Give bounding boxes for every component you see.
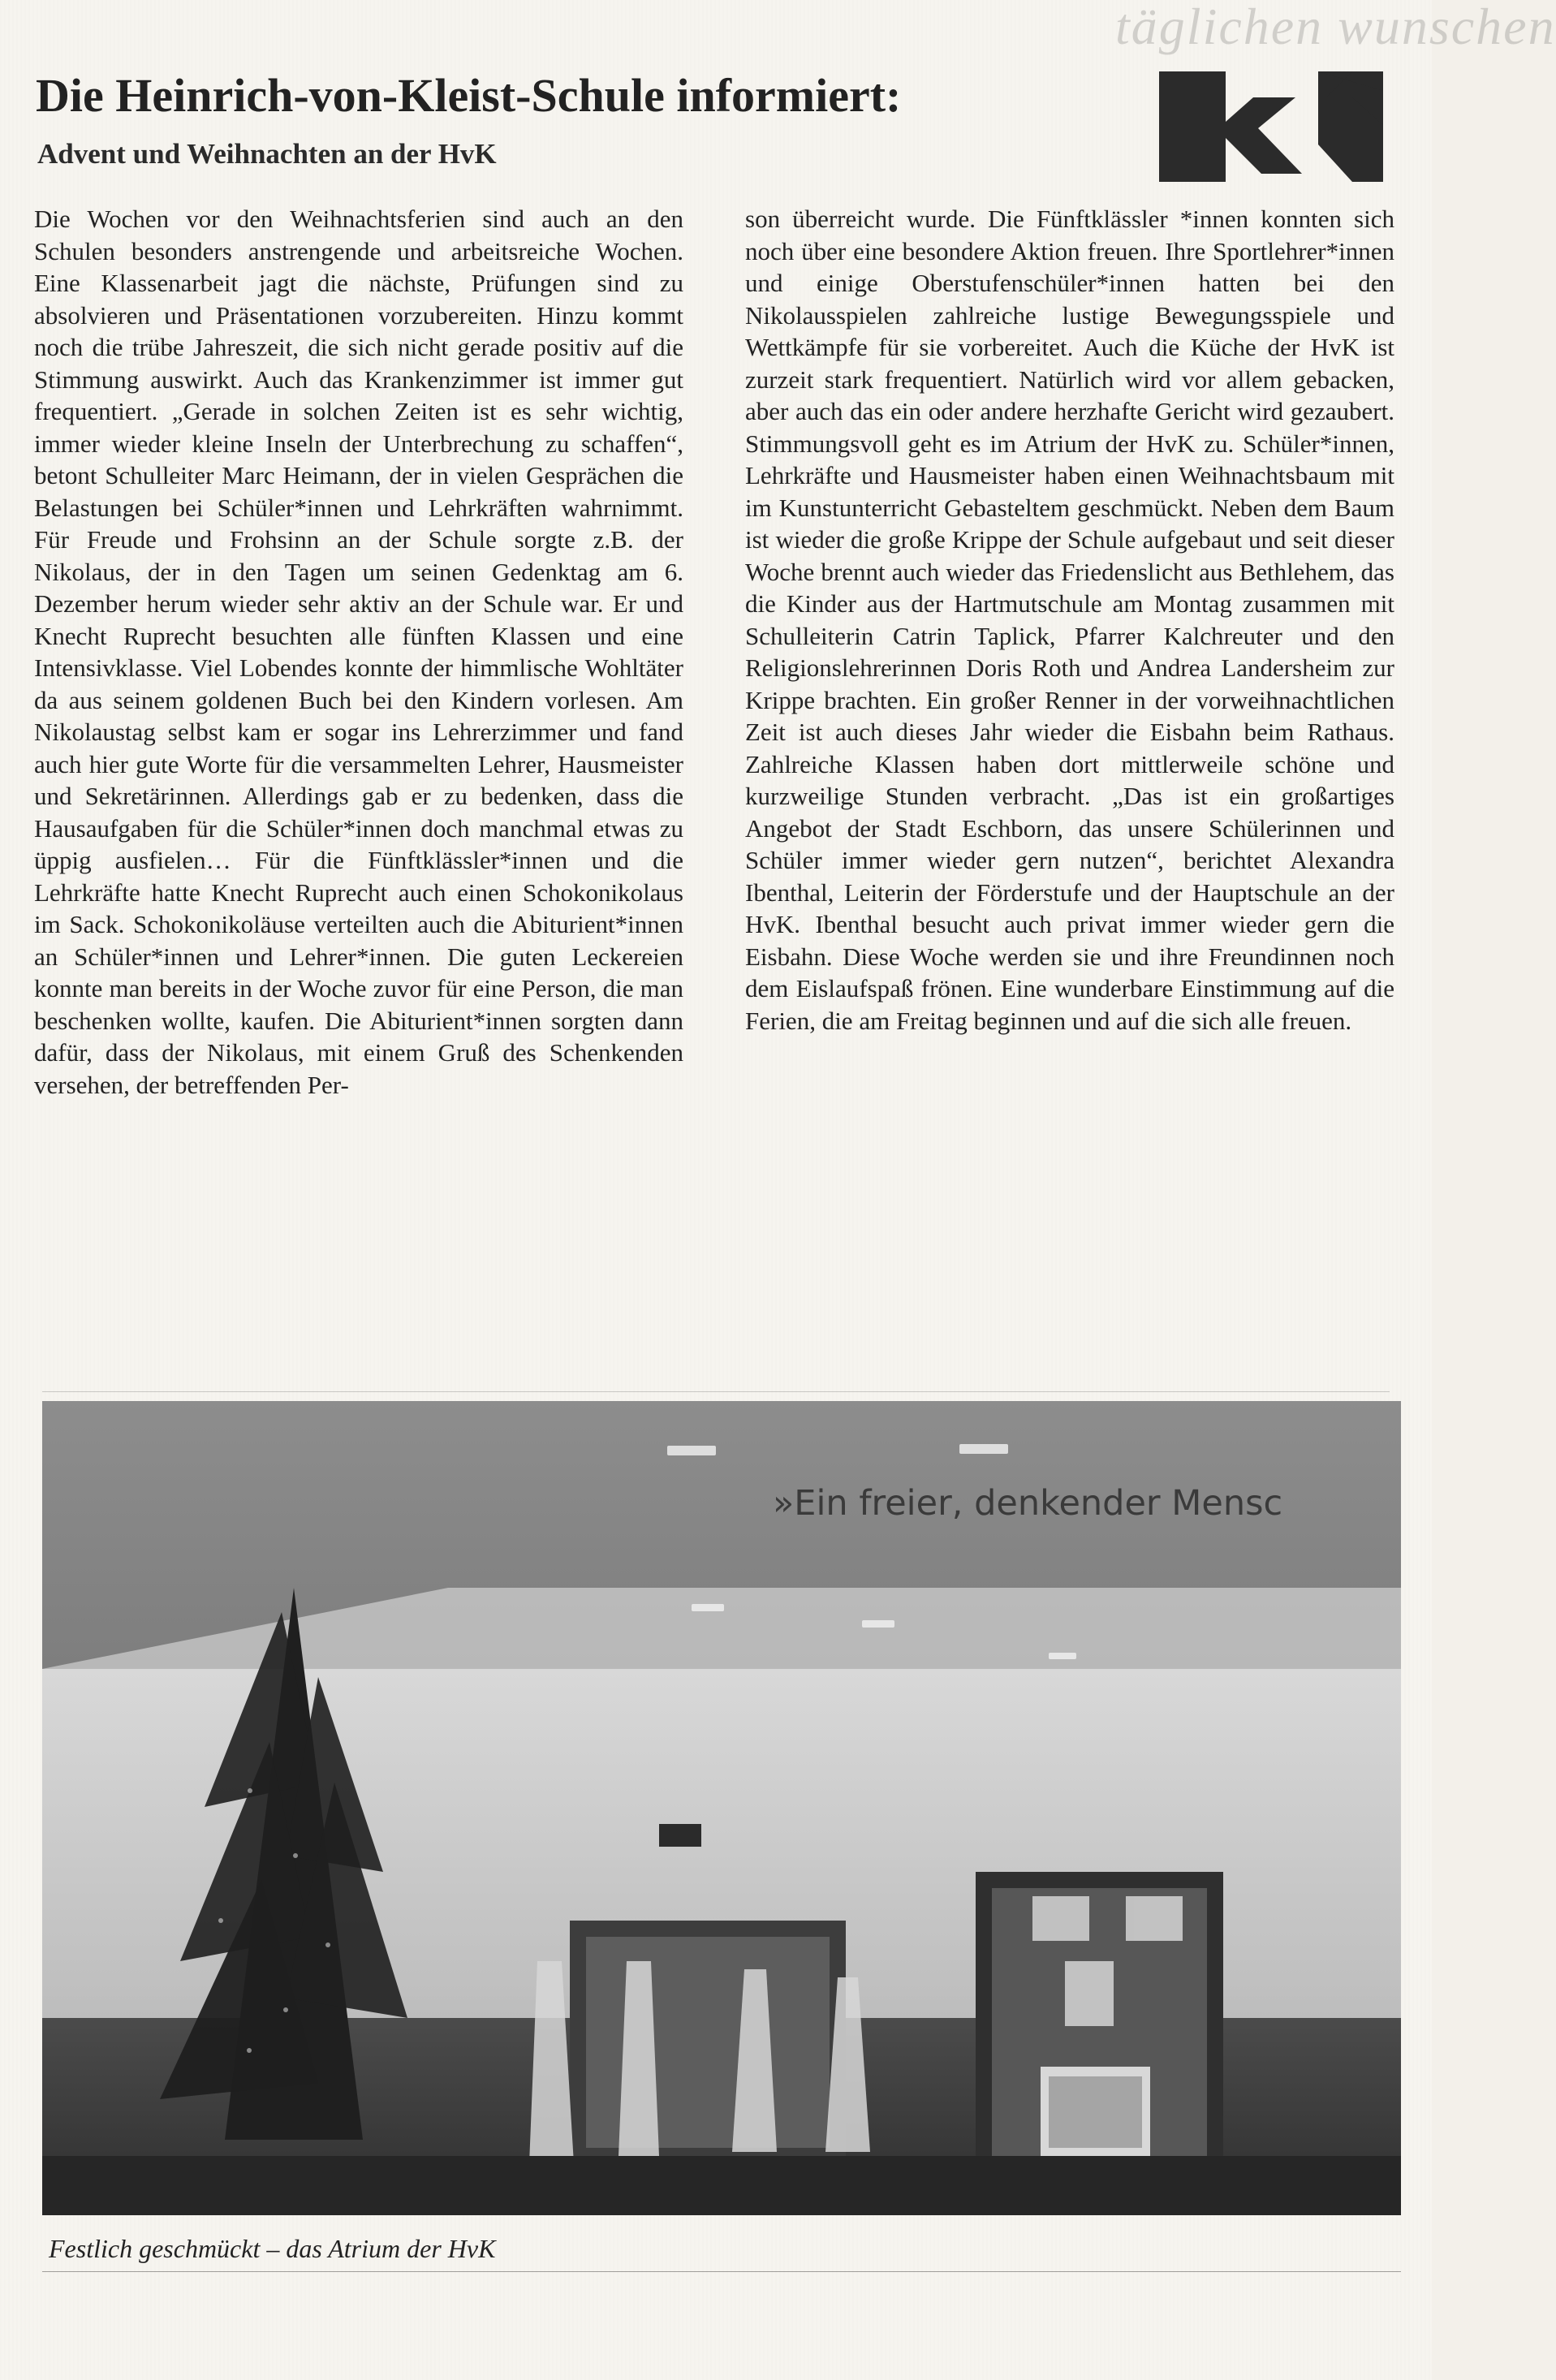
photo-caption: Festlich geschmückt – das Atrium der HvK [49, 2234, 496, 2263]
article-subtitle: Advent und Weihnachten an der HvK [37, 138, 497, 170]
article-body [34, 203, 1407, 1385]
page-bottom-rule [42, 2271, 1401, 2272]
atrium-photo [42, 1401, 1401, 2215]
school-logo [1159, 63, 1383, 182]
bleed-through-text: täglichen wunschen [1115, 0, 1556, 55]
photo-wall-text: »Ein freier, denkender Mensc [773, 1483, 1283, 1524]
article-column-left: Die Wochen vor den Weihnachtsferien sind auch an den Schulen besonders anstrengende und arbeitsreiche Wochen. Eine Klassenarbeit jagt die nächste, Prüfungen sind zu absolvieren und Präsentationen vorzubereiten. Hinzu kommt noch die trübe Jahreszeit, die sich nicht gerade positiv auf die Stimmung auswirkt. Auch das Krankenzimmer ist immer gut frequentiert. „Gerade in solchen Zeiten ist es sehr wichtig, immer wieder kleine Inseln der Unterbrechung zu schaffen“, betont Schulleiter Marc Heimann, der in vielen Gesprächen die Belastungen bei Schüler*innen und Lehrkräften wahrnimmt. Für Freude und Frohsinn an der Schule sorgte z.B. der Nikolaus, der in den Tagen um seinen Gedenktag am 6. Dezember herum wieder sehr aktiv an der Schule war. Er und Knecht Ruprecht besuchten alle fünften Klassen und eine Intensivklasse. Viel Lobendes konnte der himmlische Wohltäter da aus seinem goldenen Buch bei den Kindern vorlesen. Am Nikolaustag selbst kam er sogar ins Lehrerzimmer und fand auch hier gute Worte für die versammelten Lehrer, Hausmeister und Sekretärinnen. Allerdings gab er zu bedenken, dass die Hausaufgaben für die Schüler*innen doch manchmal etwas zu üppig ausfielen… Für die Fünftklässler*innen und die Lehrkräfte hatte Knecht Ruprecht auch einen Schokonikolaus im Sack. Schokonikoläuse verteilten auch die Abiturient*innen an Schüler*innen und Lehrer*innen. Die guten Leckereien konnte man bereits in der Woche zuvor für eine Person, die man beschenken wollte, kaufen. Die Abiturient*innen sorgten dann dafür, dass der Nikolaus, mit einem Gruß des Schenkenden versehen, der betreffenden Per- [34, 205, 683, 1099]
page-title: Die Heinrich-von-Kleist-Schule informiert: [36, 69, 902, 122]
article-column-right: son überreicht wurde. Die Fünftklässler *innen konnten sich noch über eine besondere Aktion freuen. Ihre Sportlehrer*innen und einige Oberstufenschüler*innen hatten bei den Nikolausspielen zahlreiche lustige Bewegungsspiele und Wettkämpfe für sie vorbereitet. Auch die Küche der HvK ist zurzeit stark frequentiert. Natürlich wird vor allem gebacken, aber auch das ein oder andere herzhafte Gericht wird gezaubert. Stimmungsvoll geht es im Atrium der HvK zu. Schüler*innen, Lehrkräfte und Hausmeister haben einen Weihnachtsbaum mit im Kunstunterricht Gebasteltem geschmückt. Neben dem Baum ist wieder die große Krippe der Schule aufgebaut und seit dieser Woche brennt auch wieder das Friedenslicht aus Bethlehem, das die Kinder aus der Hartmutschule am Montag zusammen mit Schulleiterin Catrin Taplick, Pfarrer Kalchreuter und den Religionslehrerinnen Doris Roth und Andrea Landersheim zur Krippe brachten. Ein großer Renner in der vorweihnachtlichen Zeit ist auch dieses Jahr wieder die Eisbahn beim Rathaus. Zahlreiche Klassen haben dort mittlerweile schöne und kurzweilige Stunden verbracht. „Das ist ein großartiges Angebot der Stadt Eschborn, das unsere Schülerinnen und Schüler immer wieder gern nutzen“, berichtet Alexandra Ibenthal, Leiterin der Förderstufe und der Hauptschule an der HvK. Ibenthal besucht auch privat immer wieder gern die Eisbahn. Diese Woche werden sie und ihre Freundinnen noch dem Eislaufspaß frönen. Eine wunderbare Einstimmung auf die Ferien, die am Freitag beginnen und auf die sich alle freuen. [745, 205, 1394, 1035]
photo-top-rule [42, 1391, 1390, 1392]
